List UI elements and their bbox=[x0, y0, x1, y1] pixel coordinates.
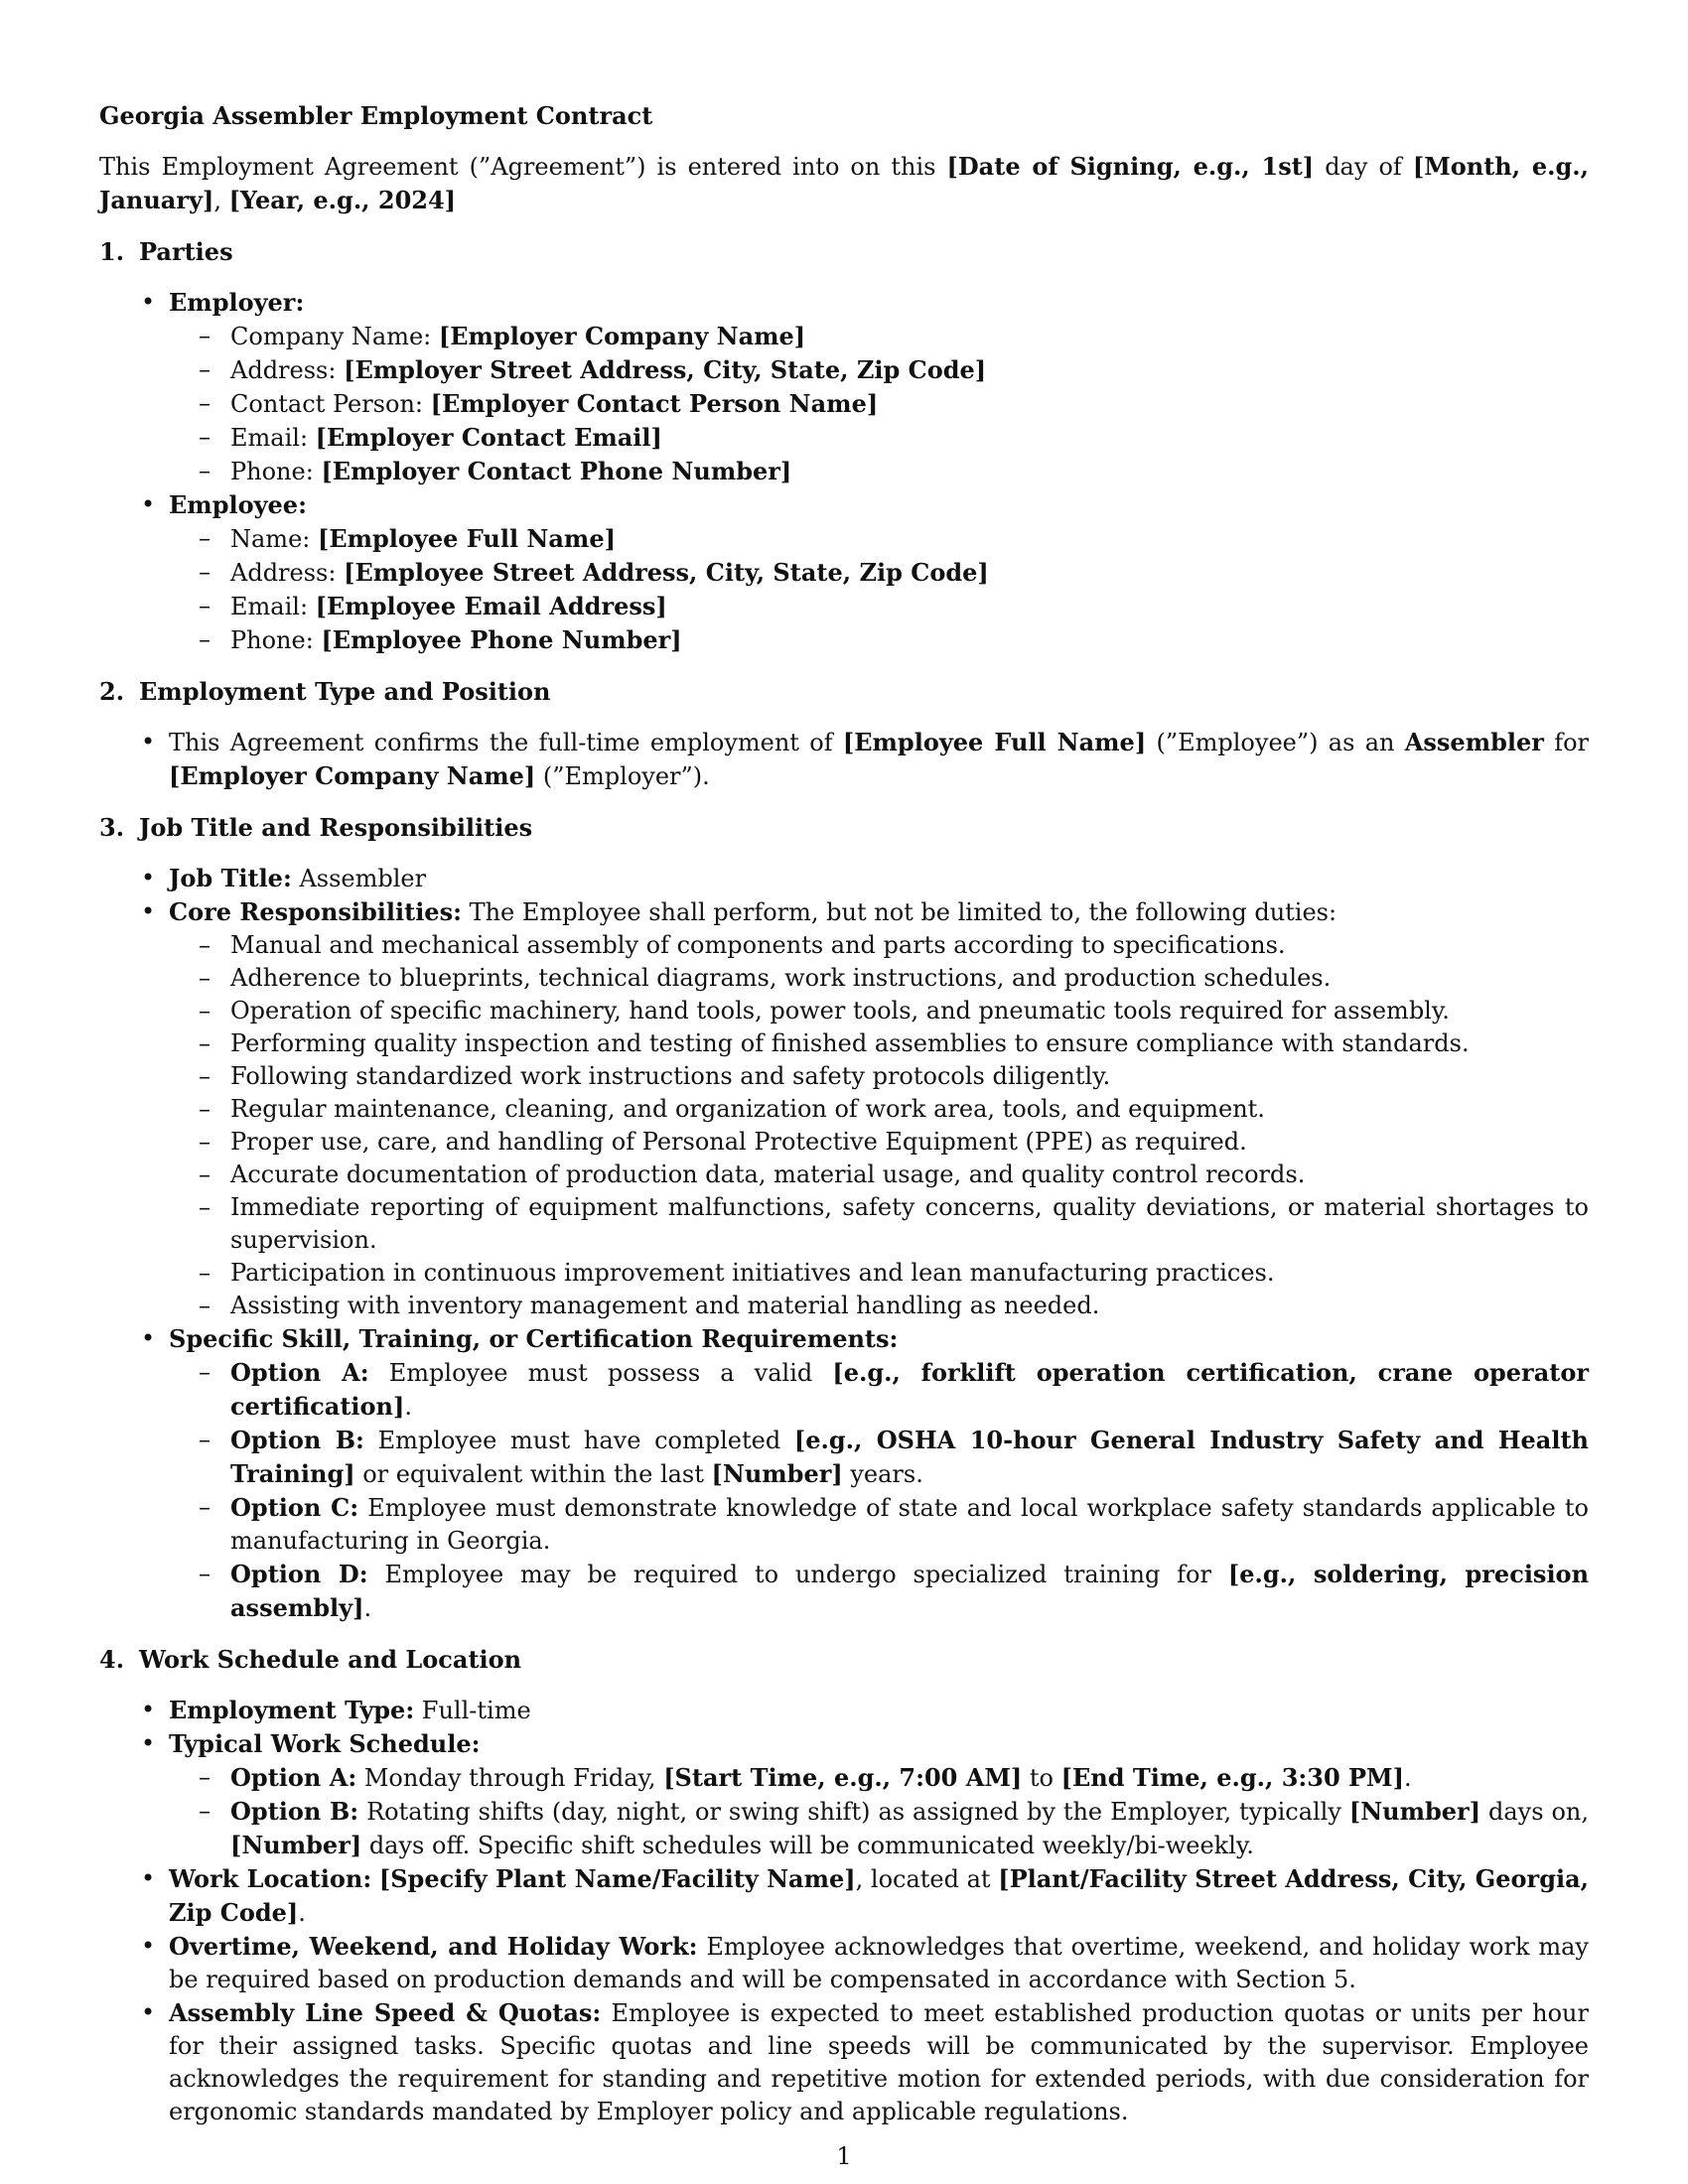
work-schedule-list bbox=[99, 1694, 1589, 2128]
field-value: [Employer Company Name] bbox=[438, 322, 806, 350]
list-item bbox=[169, 623, 1589, 657]
text: . bbox=[404, 1393, 412, 1421]
month-placeholder: [Month, e.g., January] bbox=[99, 152, 1589, 214]
document-title: Georgia Assembler Employment Contract bbox=[99, 101, 653, 130]
field-value: [Employer Street Address, City, State, Zip Code] bbox=[344, 355, 987, 384]
location-label: Work Location: bbox=[169, 1864, 372, 1893]
option-label: Option A: bbox=[230, 1358, 369, 1387]
text: Employee must have completed bbox=[363, 1427, 794, 1454]
employment-type-item bbox=[99, 1694, 1589, 1727]
field-value: [Employee Phone Number] bbox=[321, 625, 682, 654]
placeholder: [Number] bbox=[230, 1831, 362, 1859]
text: Monday through Friday, bbox=[356, 1764, 664, 1792]
list-item bbox=[169, 522, 1589, 556]
section-title: Work Schedule and Location bbox=[139, 1645, 522, 1674]
list-item: – Assisting with inventory management and material handling as needed. bbox=[169, 1290, 1589, 1322]
option-b bbox=[169, 1795, 1589, 1862]
text: days off. Specific shift schedules will be communicated weekly/bi-weekly. bbox=[361, 1832, 1254, 1859]
job-title-item bbox=[99, 862, 1589, 895]
list-item: – Immediate reporting of equipment malfunctions, safety concerns, quality deviations, or material shortages to supervision. bbox=[169, 1191, 1589, 1257]
overtime-item bbox=[99, 1930, 1589, 1996]
core-label: Core Responsibilities: bbox=[169, 897, 462, 926]
core-text: The Employee shall perform, but not be limited to, the following duties: bbox=[461, 898, 1337, 926]
field-value: [Employer Contact Phone Number] bbox=[321, 457, 792, 485]
section-number: 3. bbox=[99, 813, 125, 842]
text: . bbox=[298, 1899, 306, 1927]
placeholder: [e.g., OSHA 10-hour General Industry Safety and Health Training] bbox=[230, 1426, 1589, 1488]
section-heading bbox=[99, 675, 1589, 708]
list-item bbox=[169, 320, 1589, 353]
job-title-label: Job Title: bbox=[169, 864, 292, 892]
overtime-text: Employee acknowledges that overtime, weekend, and holiday work may be required based on production demands and will be compensated in accordance with Section 5. bbox=[169, 1933, 1589, 1993]
list-item: – Regular maintenance, cleaning, and organization of work area, tools, and equipment. bbox=[169, 1093, 1589, 1126]
section-employment-type bbox=[99, 675, 1589, 793]
section-number: 4. bbox=[99, 1645, 125, 1674]
text: This Agreement confirms the full-time employment of bbox=[169, 729, 843, 756]
text: to bbox=[1022, 1764, 1061, 1792]
text: or equivalent within the last bbox=[354, 1460, 712, 1488]
text: Employee must demonstrate knowledge of state and local workplace safety standards applicable to manufacturing in Georgia. bbox=[230, 1494, 1589, 1555]
employer-label: Employer: bbox=[169, 288, 305, 317]
employer-item bbox=[99, 286, 1589, 488]
section-title: Employment Type and Position bbox=[139, 677, 551, 706]
skills-options bbox=[169, 1356, 1589, 1625]
year-placeholder: [Year, e.g., 2024] bbox=[228, 186, 457, 214]
text: (”Employer”). bbox=[535, 762, 710, 790]
parties-list bbox=[99, 286, 1589, 657]
field-label: Email: bbox=[230, 593, 316, 620]
contract-page bbox=[99, 99, 1589, 2146]
list-item bbox=[99, 726, 1589, 793]
field-value: [Employee Email Address] bbox=[315, 592, 667, 620]
placeholder: [e.g., soldering, precision assembly] bbox=[230, 1560, 1590, 1622]
field-label: Phone: bbox=[230, 626, 322, 654]
list-item bbox=[169, 387, 1589, 421]
section-number: 2. bbox=[99, 677, 125, 706]
list-item bbox=[169, 353, 1589, 387]
option-a bbox=[169, 1761, 1589, 1795]
field-label: Contact Person: bbox=[230, 390, 431, 418]
field-value: [Employer Contact Email] bbox=[315, 423, 662, 452]
placeholder: [e.g., forklift operation certification, crane operator certification] bbox=[230, 1358, 1589, 1421]
placeholder: [Plant/Facility Street Address, City, Georgia, Zip Code] bbox=[169, 1864, 1590, 1927]
duties-list bbox=[169, 929, 1589, 1322]
text bbox=[371, 1865, 379, 1893]
section-title: Job Title and Responsibilities bbox=[139, 813, 533, 842]
page-number: 1 bbox=[836, 2142, 852, 2170]
employment-type-value: Full-time bbox=[414, 1697, 531, 1724]
text: days on, bbox=[1480, 1798, 1590, 1826]
employee-name-placeholder: [Employee Full Name] bbox=[842, 728, 1147, 756]
skills-item bbox=[99, 1322, 1589, 1625]
quota-item bbox=[99, 1996, 1589, 2128]
list-item: – Participation in continuous improvement initiatives and lean manufacturing practices. bbox=[169, 1257, 1589, 1290]
skills-label: Specific Skill, Training, or Certification Requirements: bbox=[169, 1324, 899, 1353]
role-name: Assembler bbox=[1404, 728, 1544, 756]
option-a bbox=[169, 1356, 1589, 1424]
text: . bbox=[363, 1594, 372, 1622]
field-label: Address: bbox=[230, 559, 345, 587]
option-label: Option B: bbox=[230, 1797, 359, 1826]
field-label: Address: bbox=[230, 356, 345, 384]
list-item: – Manual and mechanical assembly of components and parts according to specifications. bbox=[169, 929, 1589, 962]
placeholder: [Number] bbox=[1348, 1797, 1481, 1826]
company-placeholder: [Employer Company Name] bbox=[169, 761, 536, 790]
intro-text: This Employment Agreement (”Agreement”) is entered into on this bbox=[99, 153, 947, 181]
section-number: 1. bbox=[99, 237, 125, 266]
option-label: Option C: bbox=[230, 1493, 359, 1522]
section-heading bbox=[99, 811, 1589, 844]
work-location-item bbox=[99, 1862, 1589, 1930]
quota-text: Employee is expected to meet established production quotas or units per hour for their assigned tasks. Specific quotas and line speeds will be communicated by the supervisor. Employee acknowledges the requirement for standing and repetitive motion for extended periods, with due consideration for ergonomic standards mandated by Employer policy and applicable regulations. bbox=[169, 1999, 1589, 2125]
field-label: Company Name: bbox=[230, 323, 439, 350]
list-item bbox=[169, 455, 1589, 488]
placeholder: [Number] bbox=[711, 1459, 843, 1488]
list-item: – Following standardized work instructions and safety protocols diligently. bbox=[169, 1060, 1589, 1093]
employment-type-list bbox=[99, 726, 1589, 793]
placeholder: [Start Time, e.g., 7:00 AM] bbox=[663, 1763, 1023, 1792]
schedule-options bbox=[169, 1761, 1589, 1862]
option-label: Option A: bbox=[230, 1763, 357, 1792]
text: for bbox=[1543, 729, 1590, 756]
option-d bbox=[169, 1558, 1589, 1625]
list-item bbox=[169, 556, 1589, 590]
employee-label: Employee: bbox=[169, 490, 307, 519]
employee-details bbox=[169, 522, 1589, 657]
list-item: – Operation of specific machinery, hand tools, power tools, and pneumatic tools required for assembly. bbox=[169, 995, 1589, 1027]
field-label: Email: bbox=[230, 424, 316, 452]
section-heading bbox=[99, 1643, 1589, 1676]
list-item: – Accurate documentation of production data, material usage, and quality control records. bbox=[169, 1159, 1589, 1191]
text: , located at bbox=[855, 1865, 999, 1893]
option-label: Option D: bbox=[230, 1560, 368, 1588]
section-title: Parties bbox=[139, 237, 233, 266]
placeholder: [Specify Plant Name/Facility Name] bbox=[378, 1864, 856, 1893]
list-item bbox=[169, 421, 1589, 455]
field-label: Phone: bbox=[230, 458, 322, 485]
quota-label: Assembly Line Speed & Quotas: bbox=[169, 1998, 602, 2027]
date-placeholder: [Date of Signing, e.g., 1st] bbox=[946, 152, 1315, 181]
field-label: Name: bbox=[230, 525, 318, 553]
schedule-item bbox=[99, 1727, 1589, 1862]
field-value: [Employee Street Address, City, State, Zip Code] bbox=[344, 558, 989, 587]
section-heading bbox=[99, 235, 1589, 268]
option-b bbox=[169, 1424, 1589, 1491]
employee-item bbox=[99, 488, 1589, 657]
responsibilities-list bbox=[99, 862, 1589, 1625]
text: . bbox=[1403, 1764, 1412, 1792]
field-value: [Employee Full Name] bbox=[317, 524, 616, 553]
text: years. bbox=[842, 1460, 923, 1488]
option-label: Option B: bbox=[230, 1426, 364, 1454]
section-parties bbox=[99, 235, 1589, 657]
section-work-schedule bbox=[99, 1643, 1589, 2128]
field-value: [Employer Contact Person Name] bbox=[430, 389, 879, 418]
job-title-value: Assembler bbox=[291, 865, 427, 892]
section-responsibilities bbox=[99, 811, 1589, 1625]
placeholder: [End Time, e.g., 3:30 PM] bbox=[1060, 1763, 1404, 1792]
intro-text: , bbox=[213, 187, 229, 214]
text: Rotating shifts (day, night, or swing shift) as assigned by the Employer, typically bbox=[358, 1798, 1349, 1826]
list-item: – Adherence to blueprints, technical diagrams, work instructions, and production schedules. bbox=[169, 962, 1589, 995]
core-responsibilities-item bbox=[99, 895, 1589, 1322]
intro-text: day of bbox=[1314, 153, 1413, 181]
employer-details bbox=[169, 320, 1589, 488]
option-c bbox=[169, 1491, 1589, 1558]
intro-paragraph bbox=[99, 150, 1589, 217]
list-item: – Performing quality inspection and testing of finished assemblies to ensure compliance with standards. bbox=[169, 1027, 1589, 1060]
overtime-label: Overtime, Weekend, and Holiday Work: bbox=[169, 1932, 698, 1961]
list-item: – Proper use, care, and handling of Personal Protective Equipment (PPE) as required. bbox=[169, 1126, 1589, 1159]
employment-type-label: Employment Type: bbox=[169, 1696, 415, 1724]
text: Employee may be required to undergo specialized training for bbox=[367, 1561, 1228, 1588]
text: Employee must possess a valid bbox=[368, 1359, 833, 1387]
list-item bbox=[169, 590, 1589, 623]
text: (”Employee”) as an bbox=[1146, 729, 1405, 756]
schedule-label: Typical Work Schedule: bbox=[169, 1729, 481, 1758]
